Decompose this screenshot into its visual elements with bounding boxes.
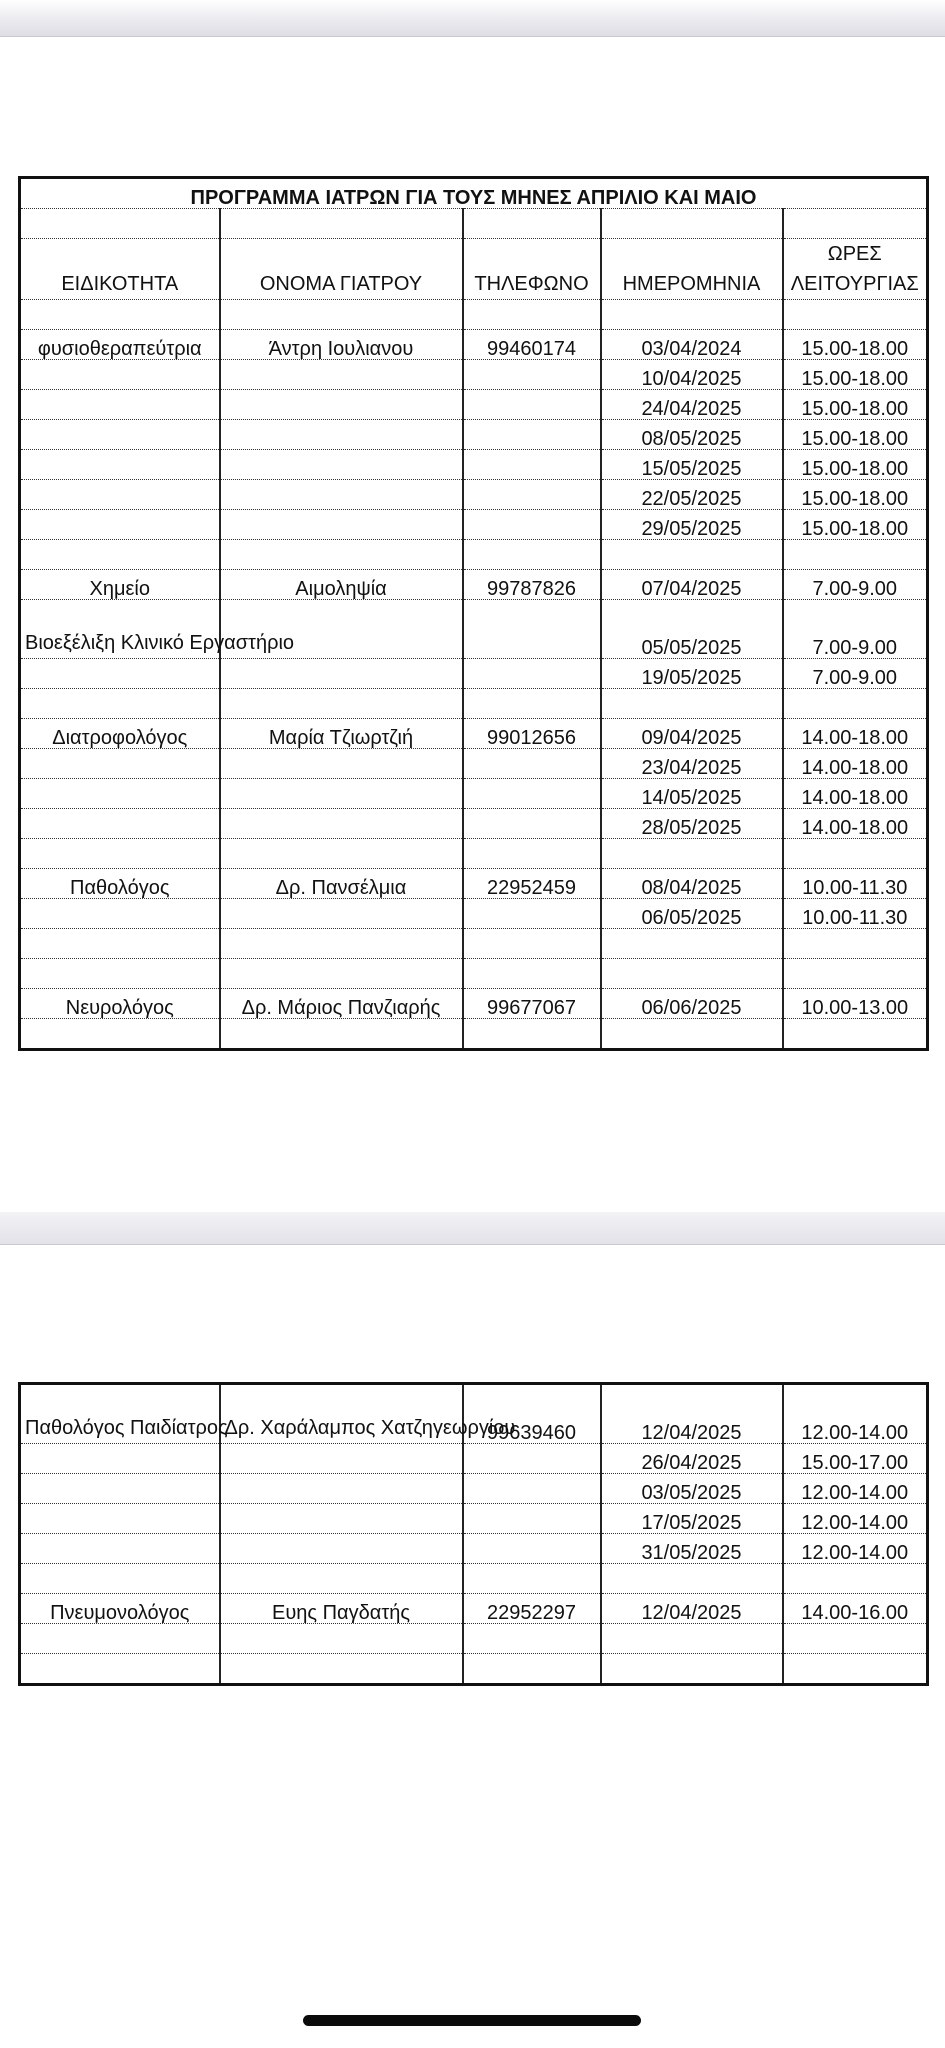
page-separator — [0, 1212, 945, 1245]
cell-doctor — [220, 1654, 463, 1685]
cell-hours: 12.00-14.00 — [783, 1534, 928, 1564]
table-row — [20, 600, 928, 659]
cell-specialty — [20, 959, 220, 989]
table-row — [20, 540, 928, 570]
table-row — [20, 1654, 928, 1685]
cell-phone — [463, 1624, 601, 1654]
table-row — [20, 959, 928, 989]
cell-date: 28/05/2025 — [601, 809, 783, 839]
cell-doctor — [220, 450, 463, 480]
cell-phone — [463, 809, 601, 839]
cell-doctor — [220, 390, 463, 420]
cell-specialty: φυσιοθεραπεύτρια — [20, 330, 220, 360]
cell-specialty — [20, 749, 220, 779]
cell-hours: 7.00-9.00 — [783, 659, 928, 689]
cell-phone — [463, 420, 601, 450]
cell-date: 03/05/2025 — [601, 1474, 783, 1504]
cell-doctor — [220, 1019, 463, 1050]
cell-date — [601, 540, 783, 570]
cell-date: 05/05/2025 — [601, 600, 783, 659]
cell-hours: 14.00-18.00 — [783, 719, 928, 749]
cell-phone: 99460174 — [463, 330, 601, 360]
cell-doctor — [220, 959, 463, 989]
cell-doctor — [220, 1534, 463, 1564]
cell-specialty — [20, 510, 220, 540]
cell-specialty: Πνευμονολόγος — [20, 1594, 220, 1624]
cell-hours: 10.00-13.00 — [783, 989, 928, 1019]
cell-phone — [463, 1504, 601, 1534]
cell-doctor: Άντρη Ιουλιανου — [220, 330, 463, 360]
cell-date — [601, 1654, 783, 1685]
cell-doctor — [220, 1624, 463, 1654]
cell-specialty: Παθολόγος — [20, 869, 220, 899]
cell-phone — [463, 360, 601, 390]
cell-date — [601, 1564, 783, 1594]
table-row — [20, 360, 928, 390]
cell-hours: 14.00-16.00 — [783, 1594, 928, 1624]
cell-phone — [463, 1534, 601, 1564]
cell-phone — [463, 899, 601, 929]
cell-hours: 12.00-14.00 — [783, 1474, 928, 1504]
cell-hours: 10.00-11.30 — [783, 899, 928, 929]
cell-date: 17/05/2025 — [601, 1504, 783, 1534]
table-row — [20, 1474, 928, 1504]
table-row — [20, 719, 928, 749]
cell-specialty: Νευρολόγος — [20, 989, 220, 1019]
table-row — [20, 1384, 928, 1444]
cell-date — [601, 959, 783, 989]
cell-doctor — [220, 420, 463, 450]
cell-specialty — [20, 1019, 220, 1050]
cell-date: 12/04/2025 — [601, 1384, 783, 1444]
cell-doctor — [220, 659, 463, 689]
cell-date: 06/05/2025 — [601, 899, 783, 929]
cell-specialty — [20, 689, 220, 719]
cell-doctor — [220, 689, 463, 719]
cell-doctor: Δρ. Χαράλαμπος Χατζηγεωργίου — [220, 1384, 463, 1444]
cell-date: 24/04/2025 — [601, 390, 783, 420]
cell-phone — [463, 390, 601, 420]
table-row — [20, 1504, 928, 1534]
cell-specialty — [20, 1504, 220, 1534]
cell-phone: 22952459 — [463, 869, 601, 899]
cell-hours: 15.00-18.00 — [783, 420, 928, 450]
cell-date: 31/05/2025 — [601, 1534, 783, 1564]
cell-phone — [463, 929, 601, 959]
cell-doctor — [220, 749, 463, 779]
table-row — [20, 749, 928, 779]
cell-hours: 7.00-9.00 — [783, 570, 928, 600]
cell-date: 08/04/2025 — [601, 869, 783, 899]
table-row — [20, 330, 928, 360]
cell-hours: 15.00-18.00 — [783, 480, 928, 510]
table-row — [20, 570, 928, 600]
cell-specialty — [20, 420, 220, 450]
cell-hours — [783, 929, 928, 959]
cell-phone — [463, 600, 601, 659]
cell-date: 23/04/2025 — [601, 749, 783, 779]
cell-hours: 14.00-18.00 — [783, 809, 928, 839]
table-row — [20, 1534, 928, 1564]
cell-specialty — [20, 659, 220, 689]
cell-specialty — [20, 779, 220, 809]
cell-hours — [783, 839, 928, 869]
cell-specialty — [20, 390, 220, 420]
cell-doctor — [220, 899, 463, 929]
cell-date: 03/04/2024 — [601, 330, 783, 360]
cell-hours: 12.00-14.00 — [783, 1384, 928, 1444]
cell-specialty — [20, 1564, 220, 1594]
cell-phone: 99012656 — [463, 719, 601, 749]
header-hours-line1: ΩΡΕΣ — [827, 243, 882, 265]
cell-doctor — [220, 1444, 463, 1474]
cell-doctor — [220, 1564, 463, 1594]
table-row — [20, 929, 928, 959]
cell-phone — [463, 540, 601, 570]
cell-doctor — [220, 929, 463, 959]
cell-date: 26/04/2025 — [601, 1444, 783, 1474]
table-row — [20, 1564, 928, 1594]
header-phone: ΤΗΛΕΦΩΝΟ — [463, 239, 601, 300]
cell-date: 10/04/2025 — [601, 360, 783, 390]
table-row — [20, 1624, 928, 1654]
cell-phone — [463, 1564, 601, 1594]
cell-specialty — [20, 1624, 220, 1654]
cell-date — [601, 929, 783, 959]
cell-doctor — [220, 480, 463, 510]
page-separator — [0, 0, 945, 37]
cell-phone: 22952297 — [463, 1594, 601, 1624]
cell-phone — [463, 689, 601, 719]
cell-date: 08/05/2025 — [601, 420, 783, 450]
cell-doctor: Ευης Παγδατής — [220, 1594, 463, 1624]
cell-hours: 12.00-14.00 — [783, 1504, 928, 1534]
cell-hours: 7.00-9.00 — [783, 600, 928, 659]
cell-hours: 15.00-18.00 — [783, 450, 928, 480]
cell-specialty — [20, 480, 220, 510]
cell-specialty — [20, 540, 220, 570]
cell-phone — [463, 480, 601, 510]
table-row — [20, 659, 928, 689]
cell-hours — [783, 1019, 928, 1050]
cell-doctor — [220, 510, 463, 540]
spacer-row — [20, 300, 928, 330]
cell-doctor: Δρ. Πανσέλμια — [220, 869, 463, 899]
cell-phone — [463, 1019, 601, 1050]
cell-date: 15/05/2025 — [601, 450, 783, 480]
cell-phone — [463, 510, 601, 540]
cell-specialty — [20, 360, 220, 390]
header-doctor: ΟΝΟΜΑ ΓΙΑΤΡΟΥ — [220, 239, 463, 300]
cell-doctor — [220, 360, 463, 390]
table-row — [20, 480, 928, 510]
table-row — [20, 869, 928, 899]
cell-specialty — [20, 899, 220, 929]
table-row — [20, 510, 928, 540]
cell-phone: 99677067 — [463, 989, 601, 1019]
cell-phone — [463, 959, 601, 989]
cell-phone — [463, 1444, 601, 1474]
cell-phone — [463, 659, 601, 689]
doctors-schedule-table — [18, 176, 929, 1051]
cell-hours — [783, 689, 928, 719]
schedule-title: ΠΡΟΓΡΑΜΜΑ ΙΑΤΡΩΝ ΓΙΑ ΤΟΥΣ ΜΗΝΕΣ ΑΠΡΙΛΙΟ ΚΑΙ ΜΑΙΟ — [20, 178, 928, 209]
cell-specialty — [20, 1534, 220, 1564]
cell-hours: 15.00-18.00 — [783, 390, 928, 420]
header-hours — [783, 239, 928, 300]
cell-specialty — [20, 839, 220, 869]
cell-hours: 15.00-17.00 — [783, 1444, 928, 1474]
cell-specialty: Βιοεξέλιξη Κλινικό Εργαστήριο — [20, 600, 220, 659]
table-row — [20, 1594, 928, 1624]
cell-doctor: Μαρία Τζιωρτζιή — [220, 719, 463, 749]
cell-specialty: Διατροφολόγος — [20, 719, 220, 749]
cell-hours — [783, 1624, 928, 1654]
cell-phone — [463, 839, 601, 869]
cell-doctor — [220, 839, 463, 869]
cell-hours — [783, 1564, 928, 1594]
cell-doctor: Αιμοληψία — [220, 570, 463, 600]
cell-hours: 15.00-18.00 — [783, 510, 928, 540]
cell-hours: 10.00-11.30 — [783, 869, 928, 899]
cell-date — [601, 689, 783, 719]
cell-date: 12/04/2025 — [601, 1594, 783, 1624]
header-date: ΗΜΕΡΟΜΗΝΙΑ — [601, 239, 783, 300]
table-row — [20, 689, 928, 719]
cell-doctor — [220, 1504, 463, 1534]
table-row — [20, 899, 928, 929]
cell-date: 19/05/2025 — [601, 659, 783, 689]
cell-date — [601, 1019, 783, 1050]
cell-date: 29/05/2025 — [601, 510, 783, 540]
cell-doctor — [220, 1474, 463, 1504]
cell-phone — [463, 450, 601, 480]
cell-specialty — [20, 450, 220, 480]
header-row — [20, 239, 928, 300]
cell-hours — [783, 1654, 928, 1685]
cell-date — [601, 839, 783, 869]
cell-doctor — [220, 540, 463, 570]
cell-hours: 15.00-18.00 — [783, 330, 928, 360]
spacer-row — [20, 209, 928, 239]
cell-phone — [463, 1654, 601, 1685]
cell-phone: 99639460 — [463, 1384, 601, 1444]
cell-date: 07/04/2025 — [601, 570, 783, 600]
header-hours-line2: ΛΕΙΤΟΥΡΓΙΑΣ — [790, 273, 919, 295]
table-row — [20, 839, 928, 869]
cell-date: 06/06/2025 — [601, 989, 783, 1019]
cell-phone — [463, 1474, 601, 1504]
cell-doctor — [220, 779, 463, 809]
cell-specialty: Χημείο — [20, 570, 220, 600]
cell-hours: 14.00-18.00 — [783, 779, 928, 809]
cell-specialty — [20, 1654, 220, 1685]
cell-date: 09/04/2025 — [601, 719, 783, 749]
cell-hours — [783, 959, 928, 989]
doctors-schedule-table-continued — [18, 1382, 929, 1686]
table-row — [20, 1444, 928, 1474]
title-row — [20, 178, 928, 209]
table-row — [20, 390, 928, 420]
home-indicator[interactable] — [303, 2015, 641, 2026]
cell-specialty — [20, 1474, 220, 1504]
cell-date: 22/05/2025 — [601, 480, 783, 510]
cell-hours — [783, 540, 928, 570]
header-specialty: ΕΙΔΙΚΟΤΗΤΑ — [20, 239, 220, 300]
cell-phone — [463, 749, 601, 779]
cell-specialty: Παθολόγος Παιδίατρος — [20, 1384, 220, 1444]
table-row — [20, 1019, 928, 1050]
cell-phone — [463, 779, 601, 809]
cell-specialty — [20, 809, 220, 839]
cell-date: 14/05/2025 — [601, 779, 783, 809]
cell-doctor: Δρ. Μάριος Πανζιαρής — [220, 989, 463, 1019]
table-row — [20, 779, 928, 809]
cell-doctor — [220, 809, 463, 839]
cell-date — [601, 1624, 783, 1654]
table-row — [20, 420, 928, 450]
cell-hours: 15.00-18.00 — [783, 360, 928, 390]
cell-specialty — [20, 1444, 220, 1474]
table-row — [20, 989, 928, 1019]
cell-hours: 14.00-18.00 — [783, 749, 928, 779]
cell-phone: 99787826 — [463, 570, 601, 600]
cell-specialty — [20, 929, 220, 959]
table-row — [20, 809, 928, 839]
table-row — [20, 450, 928, 480]
